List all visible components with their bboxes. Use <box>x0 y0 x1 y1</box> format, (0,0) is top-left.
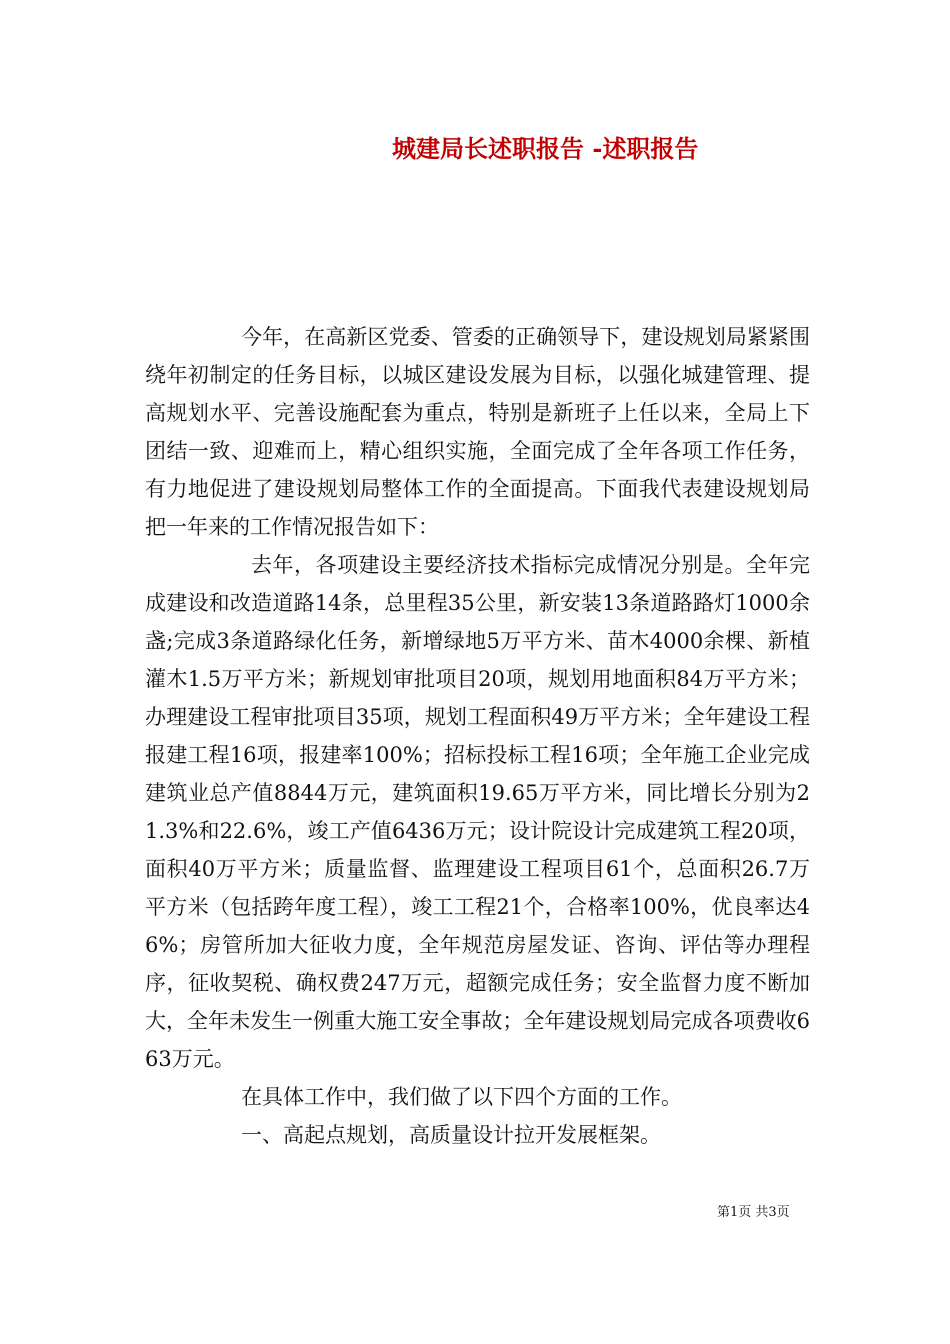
document-body <box>145 318 810 1154</box>
page-number: 第1页 共3页 <box>717 1205 790 1220</box>
document-title: 城建局长述职报告 -述职报告 <box>392 134 699 163</box>
paragraph-indicators: 去年，各项建设主要经济技术指标完成情况分别是。全年完成建设和改造道路14条，总里程35公里，新安装13条道路路灯1000余盏;完成3条道路绿化任务，新增绿地5万平方米、苗木4000余棵、新植灌木1.5万平方米；新规划审批项目20项，规划用地面积84万平方米；办理建设工程审批项目35项，规划工程面积49万平方米；全年建设工程报建工程16项，报建率100%；招标投标工程16项；全年施工企业完成建筑业总产值8844万元，建筑面积19.65万平方米，同比增长分别为21.3%和22.6%，竣工产值6436万元；设计院设计完成建筑工程20项，面积40万平方米；质量监督、监理建设工程项目61个，总面积26.7万平方米（包括跨年度工程），竣工工程21个，合格率100%，优良率达46%；房管所加大征收力度，全年规范房屋发证、咨询、评估等办理程序，征收契税、确权费247万元，超额完成任务；安全监督力度不断加大，全年未发生一例重大施工安全事故；全年建设规划局完成各项费收663万元。 <box>145 553 810 1071</box>
paragraph-intro: 今年，在高新区党委、管委的正确领导下，建设规划局紧紧围绕年初制定的任务目标，以城区建设发展为目标，以强化城建管理、提高规划水平、完善设施配套为重点，特别是新班子上任以来，全局上下团结一致、迎难而上，精心组织实施，全面完成了全年各项工作任务，有力地促进了建设规划局整体工作的全面提高。下面我代表建设规划局把一年来的工作情况报告如下： <box>145 325 810 539</box>
paragraph-work-summary: 在具体工作中，我们做了以下四个方面的工作。 <box>241 1085 682 1109</box>
paragraph-section-one: 一、高起点规划，高质量设计拉开发展框架。 <box>241 1123 661 1147</box>
